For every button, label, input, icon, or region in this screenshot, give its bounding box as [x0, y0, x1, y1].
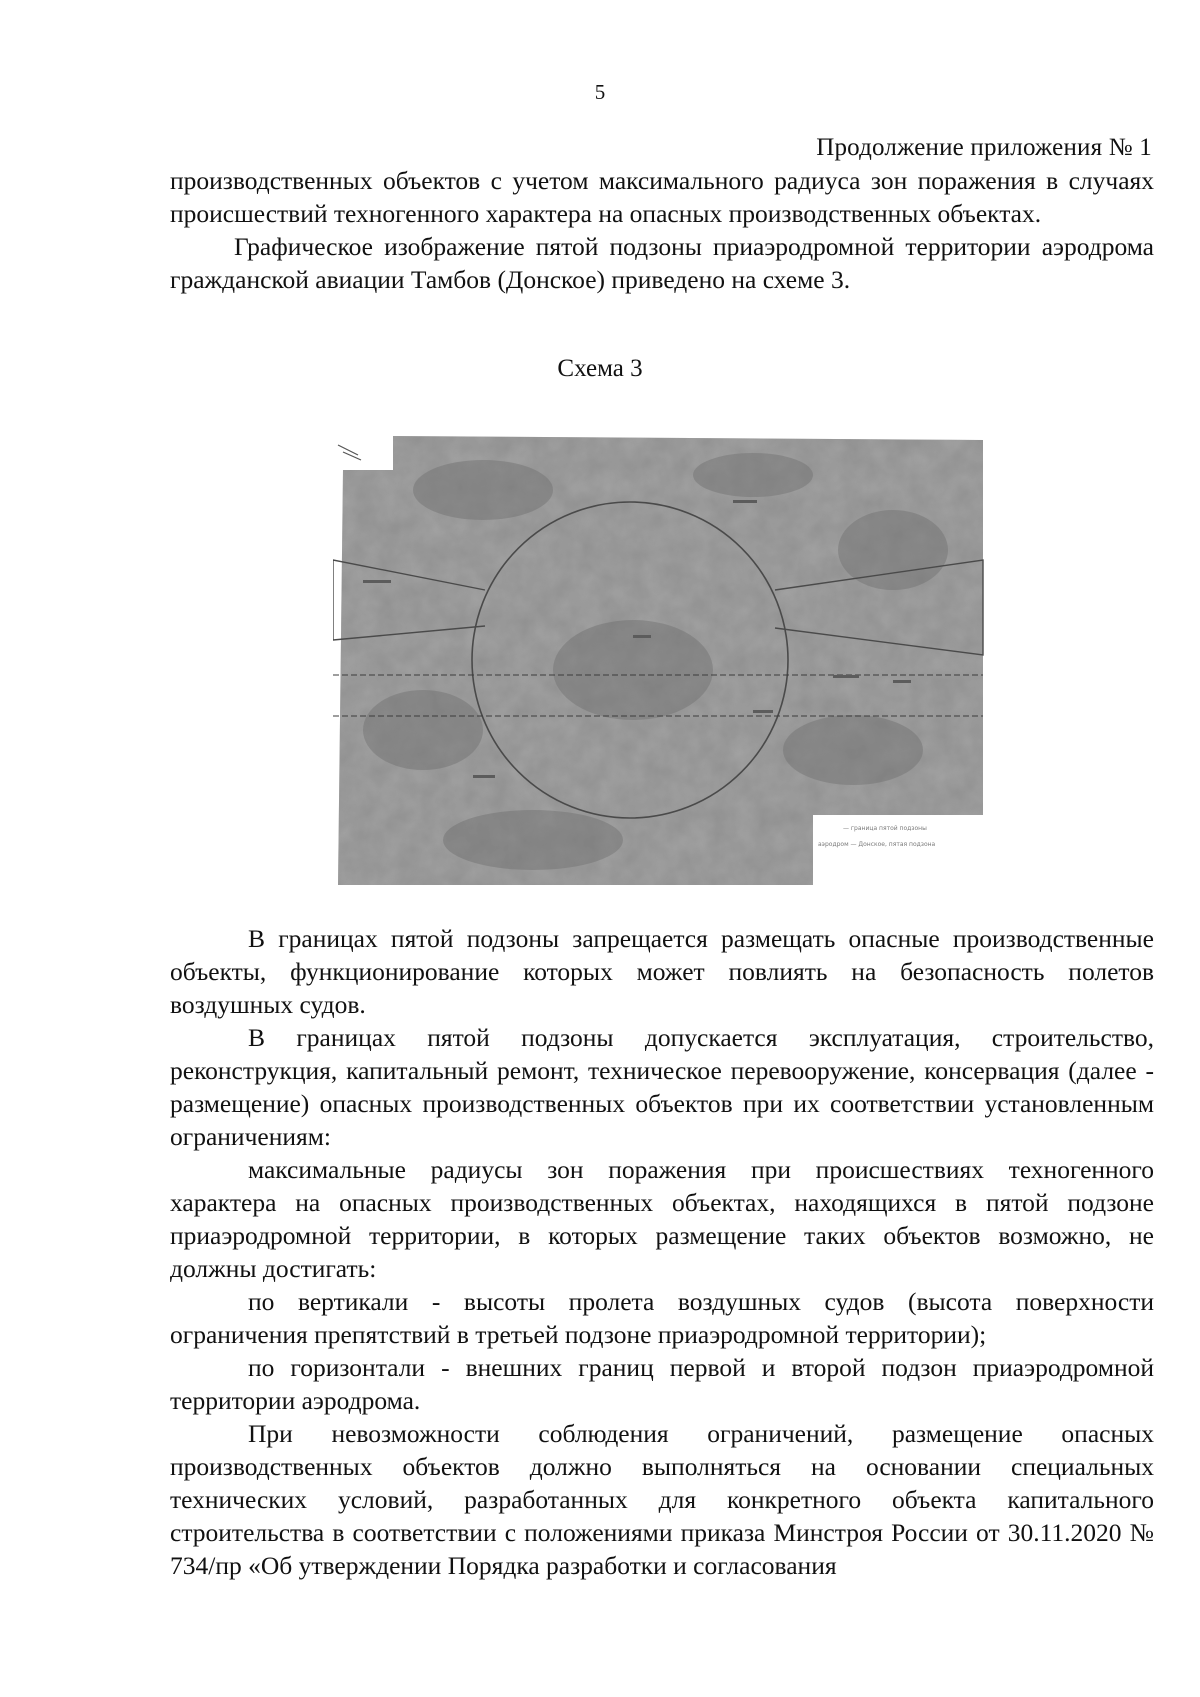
radius-paragraph: максимальные радиусы зон поражения при происшествиях техногенного характера на опасных производственных объектах, находящихся в пятой подзоне приаэродромной территории, в которых размещение таких объектов возможно, не должны достигать: [170, 1155, 1154, 1283]
horizontal-limit-paragraph: по горизонтали - внешних границ первой и второй подзон приаэродромной территории аэродрома. [170, 1353, 1154, 1415]
scheme-caption: Схема 3 [557, 355, 643, 382]
appendix-note: Продолжение приложения № 1 [816, 134, 1152, 161]
legend-line-2: аэродром — Донское, пятая подзона [818, 841, 936, 848]
legend-line-1: — граница пятой подзоны [843, 825, 927, 832]
scan-artifact [338, 445, 361, 460]
vertical-limit-paragraph: по вертикали - высоты пролета воздушных судов (высота поверхности ограничения препятствий в третьей подзоне приаэродромной территории); [170, 1287, 1154, 1349]
page-number: 5 [594, 80, 606, 104]
prohibition-paragraph: В границах пятой подзоны запрещается размещать опасные производственные объекты, функционирование которых может повлиять на безопасность полетов воздушных судов. [170, 924, 1154, 1019]
continuation-paragraph: производственных объектов с учетом максимального радиуса зон поражения в случаях происшествий техногенного характера на опасных производственных объектах. [170, 166, 1154, 228]
graphic-reference-paragraph: Графическое изображение пятой подзоны приаэродромной территории аэродрома гражданской авиации Тамбов (Донское) приведено на схеме 3. [170, 232, 1154, 294]
scheme-map [333, 430, 988, 890]
body-section [170, 922, 1154, 1582]
permission-paragraph: В границах пятой подзоны допускается эксплуатация, строительство, реконструкция, капитальный ремонт, техническое перевооружение, консервация (далее - размещение) опасных производственных объектов при их соответствии установленным ограничениям: [170, 1023, 1154, 1151]
scheme-map-image [333, 430, 988, 890]
intro-section [170, 164, 1154, 296]
special-conditions-paragraph: При невозможности соблюдения ограничений, размещение опасных производственных объектов должно выполняться на основании специальных технических условий, разработанных для конкретного объекта капитального строительства в соответствии с положениями приказа Минстроя России от 30.11.2020 № 734/пр «Об утверждении Порядка разработки и согласования [170, 1419, 1154, 1580]
